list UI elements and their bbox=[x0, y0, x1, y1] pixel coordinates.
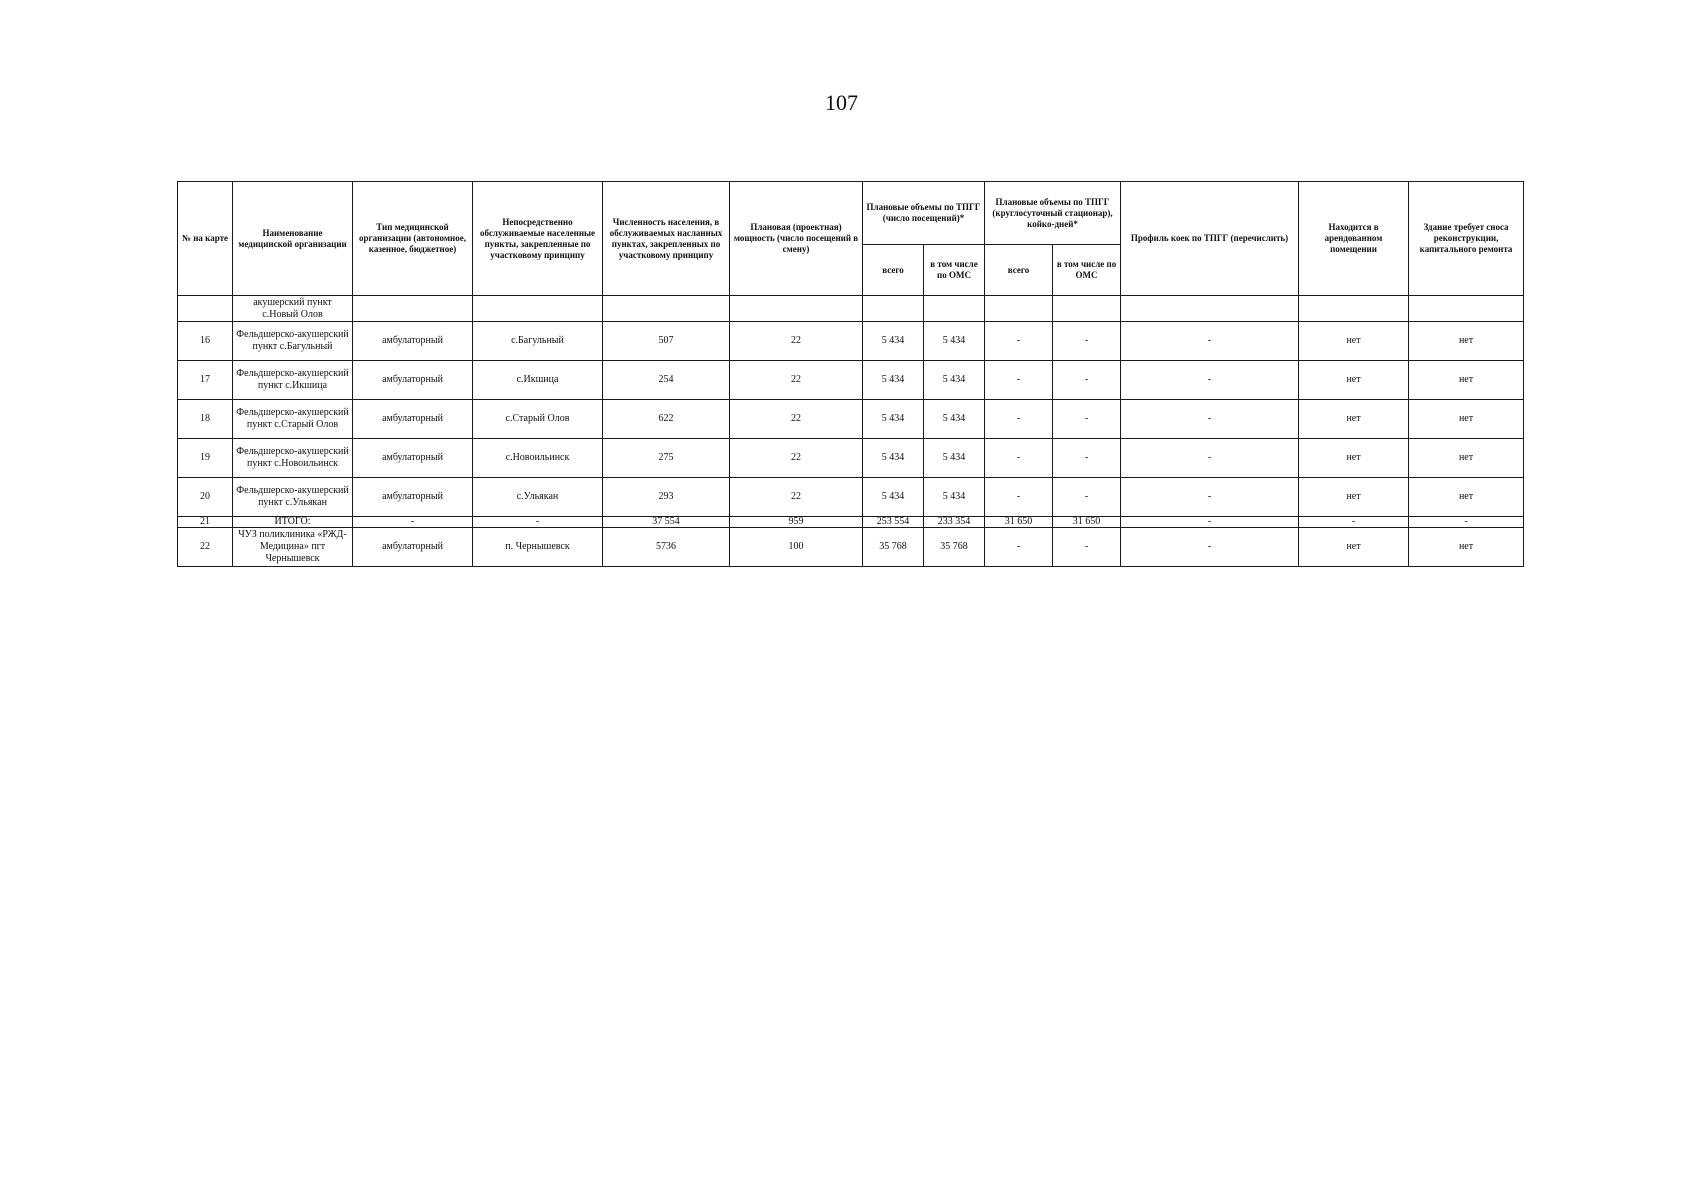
cell-rented: нет bbox=[1299, 439, 1409, 478]
header-rented: Находится в арендованном помещении bbox=[1299, 182, 1409, 296]
cell-rented: нет bbox=[1299, 528, 1409, 567]
cell-visits-total: 5 434 bbox=[863, 478, 924, 517]
cell-population: 37 554 bbox=[603, 517, 730, 528]
header-beds-oms: в том числе по ОМС bbox=[1053, 245, 1121, 296]
cell-type: - bbox=[353, 517, 473, 528]
cell-num: 18 bbox=[178, 400, 233, 439]
cell-num: 22 bbox=[178, 528, 233, 567]
cell-beds-total bbox=[985, 296, 1053, 322]
cell-demolition: нет bbox=[1409, 400, 1524, 439]
header-population: Численность населения, в обслуживаемых насланных пунктах, закрепленных по участковому принципу bbox=[603, 182, 730, 296]
cell-settlements: с.Новоильинск bbox=[473, 439, 603, 478]
cell-population bbox=[603, 296, 730, 322]
cell-visits-total: 5 434 bbox=[863, 361, 924, 400]
cell-visits-oms: 233 354 bbox=[924, 517, 985, 528]
cell-beds-total: - bbox=[985, 528, 1053, 567]
cell-profile: - bbox=[1121, 322, 1299, 361]
header-type: Тип медицинской организации (автономное, казенное, бюджетное) bbox=[353, 182, 473, 296]
cell-beds-oms: 31 650 bbox=[1053, 517, 1121, 528]
page-number: 107 bbox=[825, 90, 858, 115]
header-demolition: Здание требует сноса реконструкции, капитального ремонта bbox=[1409, 182, 1524, 296]
cell-visits-oms bbox=[924, 296, 985, 322]
cell-visits-oms: 5 434 bbox=[924, 478, 985, 517]
table-row bbox=[178, 439, 1524, 478]
cell-visits-total: 35 768 bbox=[863, 528, 924, 567]
cell-type: амбулаторный bbox=[353, 439, 473, 478]
cell-beds-oms: - bbox=[1053, 361, 1121, 400]
cell-demolition bbox=[1409, 296, 1524, 322]
header-num: № на карте bbox=[178, 182, 233, 296]
cell-demolition: нет bbox=[1409, 361, 1524, 400]
cell-type: амбулаторный bbox=[353, 478, 473, 517]
header-visits-total: всего bbox=[863, 245, 924, 296]
cell-name: Фельдшерско-акушерский пункт с.Новоильинск bbox=[233, 439, 353, 478]
header-visits-group: Плановые объемы по ТПГГ (число посещений)* bbox=[863, 182, 985, 245]
cell-settlements: с.Ульякан bbox=[473, 478, 603, 517]
cell-visits-oms: 5 434 bbox=[924, 400, 985, 439]
cell-profile bbox=[1121, 296, 1299, 322]
table-row bbox=[178, 400, 1524, 439]
header-visits-oms: в том числе по ОМС bbox=[924, 245, 985, 296]
cell-demolition: нет bbox=[1409, 439, 1524, 478]
cell-population: 254 bbox=[603, 361, 730, 400]
cell-demolition: нет bbox=[1409, 528, 1524, 567]
header-name: Наименование медицинской организации bbox=[233, 182, 353, 296]
cell-population: 507 bbox=[603, 322, 730, 361]
cell-settlements: с.Икшица bbox=[473, 361, 603, 400]
cell-visits-total: 5 434 bbox=[863, 400, 924, 439]
cell-settlements: с.Старый Олов bbox=[473, 400, 603, 439]
cell-capacity: 959 bbox=[730, 517, 863, 528]
cell-beds-total: 31 650 bbox=[985, 517, 1053, 528]
cell-rented: нет bbox=[1299, 400, 1409, 439]
cell-name: Фельдшерско-акушерский пункт с.Старый Олов bbox=[233, 400, 353, 439]
cell-rented bbox=[1299, 296, 1409, 322]
cell-beds-total: - bbox=[985, 322, 1053, 361]
table-row bbox=[178, 517, 1524, 528]
table-row bbox=[178, 296, 1524, 322]
table-row bbox=[178, 528, 1524, 567]
cell-name: ЧУЗ поликлиника «РЖД-Медицина» пгт Чернышевск bbox=[233, 528, 353, 567]
cell-settlements: п. Чернышевск bbox=[473, 528, 603, 567]
cell-visits-total: 5 434 bbox=[863, 439, 924, 478]
cell-beds-oms: - bbox=[1053, 528, 1121, 567]
header-beds-total: всего bbox=[985, 245, 1053, 296]
cell-num: 21 bbox=[178, 517, 233, 528]
cell-capacity: 22 bbox=[730, 361, 863, 400]
cell-population: 5736 bbox=[603, 528, 730, 567]
cell-type: амбулаторный bbox=[353, 361, 473, 400]
cell-beds-total: - bbox=[985, 478, 1053, 517]
cell-rented: нет bbox=[1299, 361, 1409, 400]
cell-capacity: 22 bbox=[730, 439, 863, 478]
header-settlements: Непосредственно обслуживаемые населенные пункты, закрепленные по участковому принципу bbox=[473, 182, 603, 296]
cell-beds-total: - bbox=[985, 400, 1053, 439]
cell-num: 20 bbox=[178, 478, 233, 517]
cell-visits-oms: 5 434 bbox=[924, 439, 985, 478]
table-header-row bbox=[178, 182, 1524, 245]
cell-capacity: 22 bbox=[730, 400, 863, 439]
cell-beds-oms: - bbox=[1053, 400, 1121, 439]
table-body bbox=[178, 296, 1524, 567]
cell-settlements: - bbox=[473, 517, 603, 528]
cell-beds-oms: - bbox=[1053, 439, 1121, 478]
cell-population: 622 bbox=[603, 400, 730, 439]
cell-type bbox=[353, 296, 473, 322]
cell-population: 275 bbox=[603, 439, 730, 478]
cell-name: акушерский пункт с.Новый Олов bbox=[233, 296, 353, 322]
cell-profile: - bbox=[1121, 400, 1299, 439]
cell-num bbox=[178, 296, 233, 322]
cell-type: амбулаторный bbox=[353, 400, 473, 439]
cell-rented: - bbox=[1299, 517, 1409, 528]
cell-visits-oms: 5 434 bbox=[924, 361, 985, 400]
table-row bbox=[178, 361, 1524, 400]
cell-name: Фельдшерско-акушерский пункт с.Икшица bbox=[233, 361, 353, 400]
cell-settlements bbox=[473, 296, 603, 322]
cell-rented: нет bbox=[1299, 322, 1409, 361]
cell-demolition: нет bbox=[1409, 322, 1524, 361]
cell-capacity: 100 bbox=[730, 528, 863, 567]
cell-beds-total: - bbox=[985, 361, 1053, 400]
cell-profile: - bbox=[1121, 517, 1299, 528]
cell-type: амбулаторный bbox=[353, 528, 473, 567]
cell-beds-oms: - bbox=[1053, 478, 1121, 517]
cell-num: 17 bbox=[178, 361, 233, 400]
cell-capacity: 22 bbox=[730, 322, 863, 361]
cell-beds-oms bbox=[1053, 296, 1121, 322]
cell-visits-total: 5 434 bbox=[863, 322, 924, 361]
cell-capacity bbox=[730, 296, 863, 322]
cell-rented: нет bbox=[1299, 478, 1409, 517]
header-capacity: Плановая (проектная) мощность (число посещений в смену) bbox=[730, 182, 863, 296]
cell-visits-total: 253 554 bbox=[863, 517, 924, 528]
cell-num: 19 bbox=[178, 439, 233, 478]
table-row bbox=[178, 478, 1524, 517]
cell-profile: - bbox=[1121, 361, 1299, 400]
cell-capacity: 22 bbox=[730, 478, 863, 517]
cell-profile: - bbox=[1121, 478, 1299, 517]
cell-beds-total: - bbox=[985, 439, 1053, 478]
cell-name: ИТОГО: bbox=[233, 517, 353, 528]
cell-demolition: нет bbox=[1409, 478, 1524, 517]
cell-visits-total bbox=[863, 296, 924, 322]
cell-beds-oms: - bbox=[1053, 322, 1121, 361]
cell-settlements: с.Багульный bbox=[473, 322, 603, 361]
header-beds-group: Плановые объемы по ТПГГ (круглосуточный стационар), койко-дней* bbox=[985, 182, 1121, 245]
cell-profile: - bbox=[1121, 439, 1299, 478]
cell-type: амбулаторный bbox=[353, 322, 473, 361]
cell-visits-oms: 35 768 bbox=[924, 528, 985, 567]
cell-demolition: - bbox=[1409, 517, 1524, 528]
header-profile: Профиль коек по ТПГГ (перечислить) bbox=[1121, 182, 1299, 296]
cell-name: Фельдшерско-акушерский пункт с.Багульный bbox=[233, 322, 353, 361]
table-row bbox=[178, 322, 1524, 361]
medical-organizations-table bbox=[177, 181, 1524, 567]
cell-name: Фельдшерско-акушерский пункт с.Ульякан bbox=[233, 478, 353, 517]
cell-population: 293 bbox=[603, 478, 730, 517]
cell-profile: - bbox=[1121, 528, 1299, 567]
cell-visits-oms: 5 434 bbox=[924, 322, 985, 361]
cell-num: 16 bbox=[178, 322, 233, 361]
